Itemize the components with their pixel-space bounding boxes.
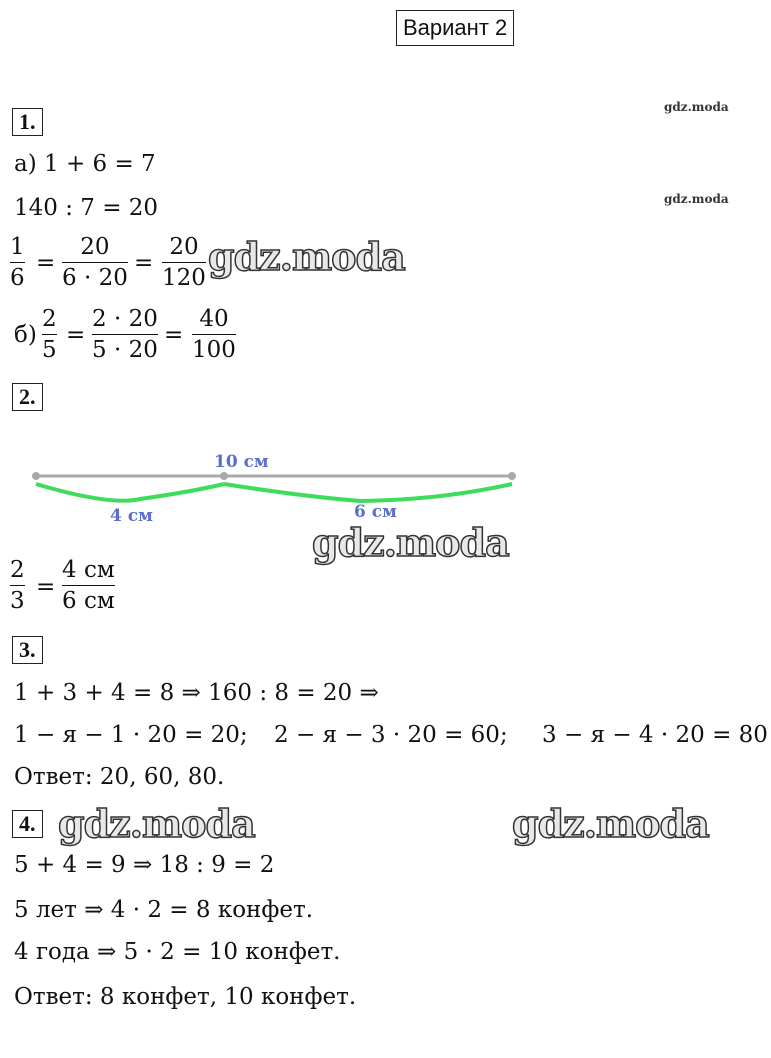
task-number-3: 3. [12, 636, 43, 664]
task3-line2a: 1 − я − 1 · 20 = 20; [14, 722, 248, 748]
segment-endpoint [508, 472, 516, 480]
watermark-small: gdz.moda [664, 192, 729, 206]
fraction: 1 6 [10, 234, 25, 291]
page-title: Вариант 2 [396, 10, 514, 46]
task3-answer: Ответ: 20, 60, 80. [14, 764, 225, 790]
task4-line3: 4 года ⇒ 5 · 2 = 10 конфет. [14, 939, 341, 965]
watermark-small: gdz.moda [664, 100, 729, 114]
fraction: 2 3 [10, 557, 25, 614]
fraction: 4 см 6 см [62, 557, 115, 614]
fraction: 40 100 [192, 306, 236, 363]
task1-line2: 140 : 7 = 20 [14, 195, 159, 221]
task4-answer: Ответ: 8 конфет, 10 конфет. [14, 984, 357, 1010]
fraction: 2 · 20 5 · 20 [92, 306, 158, 363]
task-number-4: 4. [12, 810, 43, 838]
part2-curve [224, 484, 512, 501]
task4-line1: 5 + 4 = 9 ⇒ 18 : 9 = 2 [14, 852, 275, 878]
segment-endpoint [32, 472, 40, 480]
task-number-1: 1. [12, 108, 43, 136]
equals-sign: = [134, 250, 154, 276]
equals-sign: = [66, 322, 86, 348]
watermark: gdz.moda [208, 234, 405, 279]
segment-diagram [0, 440, 560, 530]
fraction: 20 120 [162, 234, 206, 291]
equals-sign: = [164, 322, 184, 348]
part2-label: 6 см [354, 502, 397, 522]
segment-point [220, 472, 228, 480]
task3-line2c: 3 − я − 4 · 20 = 80 [542, 722, 768, 748]
watermark: gdz.moda [512, 801, 709, 846]
segment-length-label: 10 см [214, 452, 269, 472]
part1-curve [36, 484, 224, 501]
equals-sign: = [36, 250, 56, 276]
task-number-2: 2. [12, 383, 43, 411]
task1-b-prefix: б) [14, 322, 37, 348]
task3-line1: 1 + 3 + 4 = 8 ⇒ 160 : 8 = 20 ⇒ [14, 680, 379, 706]
task3-line2b: 2 − я − 3 · 20 = 60; [274, 722, 508, 748]
task1-line1: а) 1 + 6 = 7 [14, 151, 156, 177]
watermark: gdz.moda [312, 520, 509, 565]
part1-label: 4 см [110, 506, 153, 526]
fraction: 20 6 · 20 [62, 234, 128, 291]
task4-line2: 5 лет ⇒ 4 · 2 = 8 конфет. [14, 897, 314, 923]
watermark: gdz.moda [58, 801, 255, 846]
fraction: 2 5 [42, 306, 57, 363]
equals-sign: = [36, 574, 56, 600]
